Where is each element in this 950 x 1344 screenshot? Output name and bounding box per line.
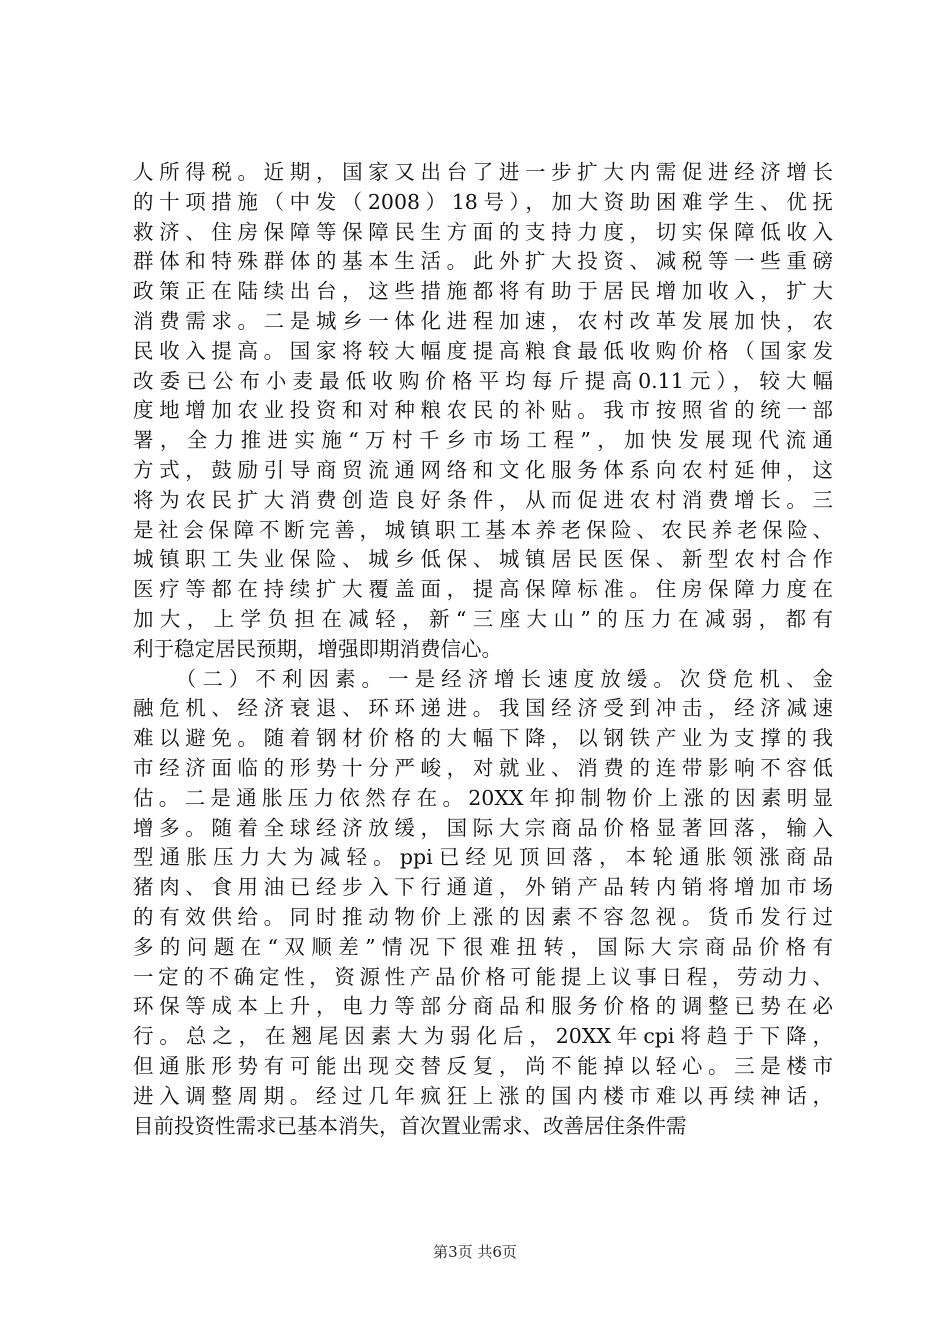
text-line: 难以避免。随着钢材价格的大幅下降，以钢铁产业为支撑的我: [133, 726, 833, 751]
text-line: 目前投资性需求已基本消失，首次置业需求、改善居住条件需: [133, 1113, 687, 1138]
text-line: 的十项措施（中发（2008）18号），加大资助困难学生、优抚: [133, 189, 833, 214]
body-text: [133, 158, 833, 1141]
text-line: 市经济面临的形势十分严峻，对就业、消费的连带影响不容低: [133, 755, 833, 780]
text-line: 医疗等都在持续扩大覆盖面，提高保障标准。住房保障力度在: [133, 577, 833, 602]
page-footer: 第3页 共6页: [433, 1243, 517, 1261]
text-line: 群体和特殊群体的基本生活。此外扩大投资、减税等一些重磅: [133, 249, 833, 274]
text-line: 行。总之，在翘尾因素大为弱化后，20XX年cpi将趋于下降，: [133, 1024, 833, 1049]
text-line: 的有效供给。同时推动物价上涨的因素不容忽视。货币发行过: [133, 904, 833, 929]
text-line: 人所得税。近期，国家又出台了进一步扩大内需促进经济增长: [133, 160, 833, 184]
text-line: 多的问题在“双顺差”情况下很难扭转，国际大宗商品价格有: [133, 934, 833, 959]
text-line: 民收入提高。国家将较大幅度提高粮食最低收购价格（国家发: [133, 338, 833, 363]
text-line: 加大，上学负担在减轻，新“三座大山”的压力在减弱，都有: [133, 606, 833, 631]
text-line: 利于稳定居民预期，增强即期消费信心。: [133, 636, 502, 661]
text-line: 估。二是通胀压力依然存在。20XX年抑制物价上涨的因素明显: [133, 785, 833, 810]
text-line: 增多。随着全球经济放缓，国际大宗商品价格显著回落，输入: [133, 815, 833, 840]
text-line: 将为农民扩大消费创造良好条件，从而促进农村消费增长。三: [133, 487, 833, 512]
text-line: 政策正在陆续出台，这些措施都将有助于居民增加收入，扩大: [133, 279, 833, 304]
text-line: 改委已公布小麦最低收购价格平均每斤提高0.11元），较大幅: [133, 368, 833, 393]
text-line: 是社会保障不断完善，城镇职工基本养老保险、农民养老保险、: [133, 517, 833, 542]
text-line: 度地增加农业投资和对种粮农民的补贴。我市按照省的统一部: [133, 398, 833, 423]
text-line: 救济、住房保障等保障民生方面的支持力度，切实保障低收入: [133, 219, 833, 244]
text-line: 型通胀压力大为减轻。ppi已经见顶回落，本轮通胀领涨商品: [133, 845, 833, 870]
text-line: 一定的不确定性，资源性产品价格可能提上议事日程，劳动力、: [133, 964, 833, 989]
text-line: 环保等成本上升，电力等部分商品和服务价格的调整已势在必: [133, 994, 833, 1019]
text-line: 猪肉、食用油已经步入下行通道，外销产品转内销将增加市场: [133, 875, 833, 900]
text-line: 进入调整周期。经过几年疯狂上涨的国内楼市难以再续神话，: [133, 1083, 833, 1108]
text-line: 城镇职工失业保险、城乡低保、城镇居民医保、新型农村合作: [133, 547, 833, 572]
text-line: （二）不利因素。一是经济增长速度放缓。次贷危机、金: [133, 666, 833, 691]
text-line: 方式，鼓励引导商贸流通网络和文化服务体系向农村延伸，这: [133, 457, 833, 482]
text-line: 消费需求。二是城乡一体化进程加速，农村改革发展加快，农: [133, 308, 833, 333]
text-line: 署，全力推进实施“万村千乡市场工程”，加快发展现代流通: [133, 428, 833, 453]
text-line: 融危机、经济衰退、环环递进。我国经济受到冲击，经济减速: [133, 696, 833, 721]
text-line: 但通胀形势有可能出现交替反复，尚不能掉以轻心。三是楼市: [133, 1053, 833, 1078]
